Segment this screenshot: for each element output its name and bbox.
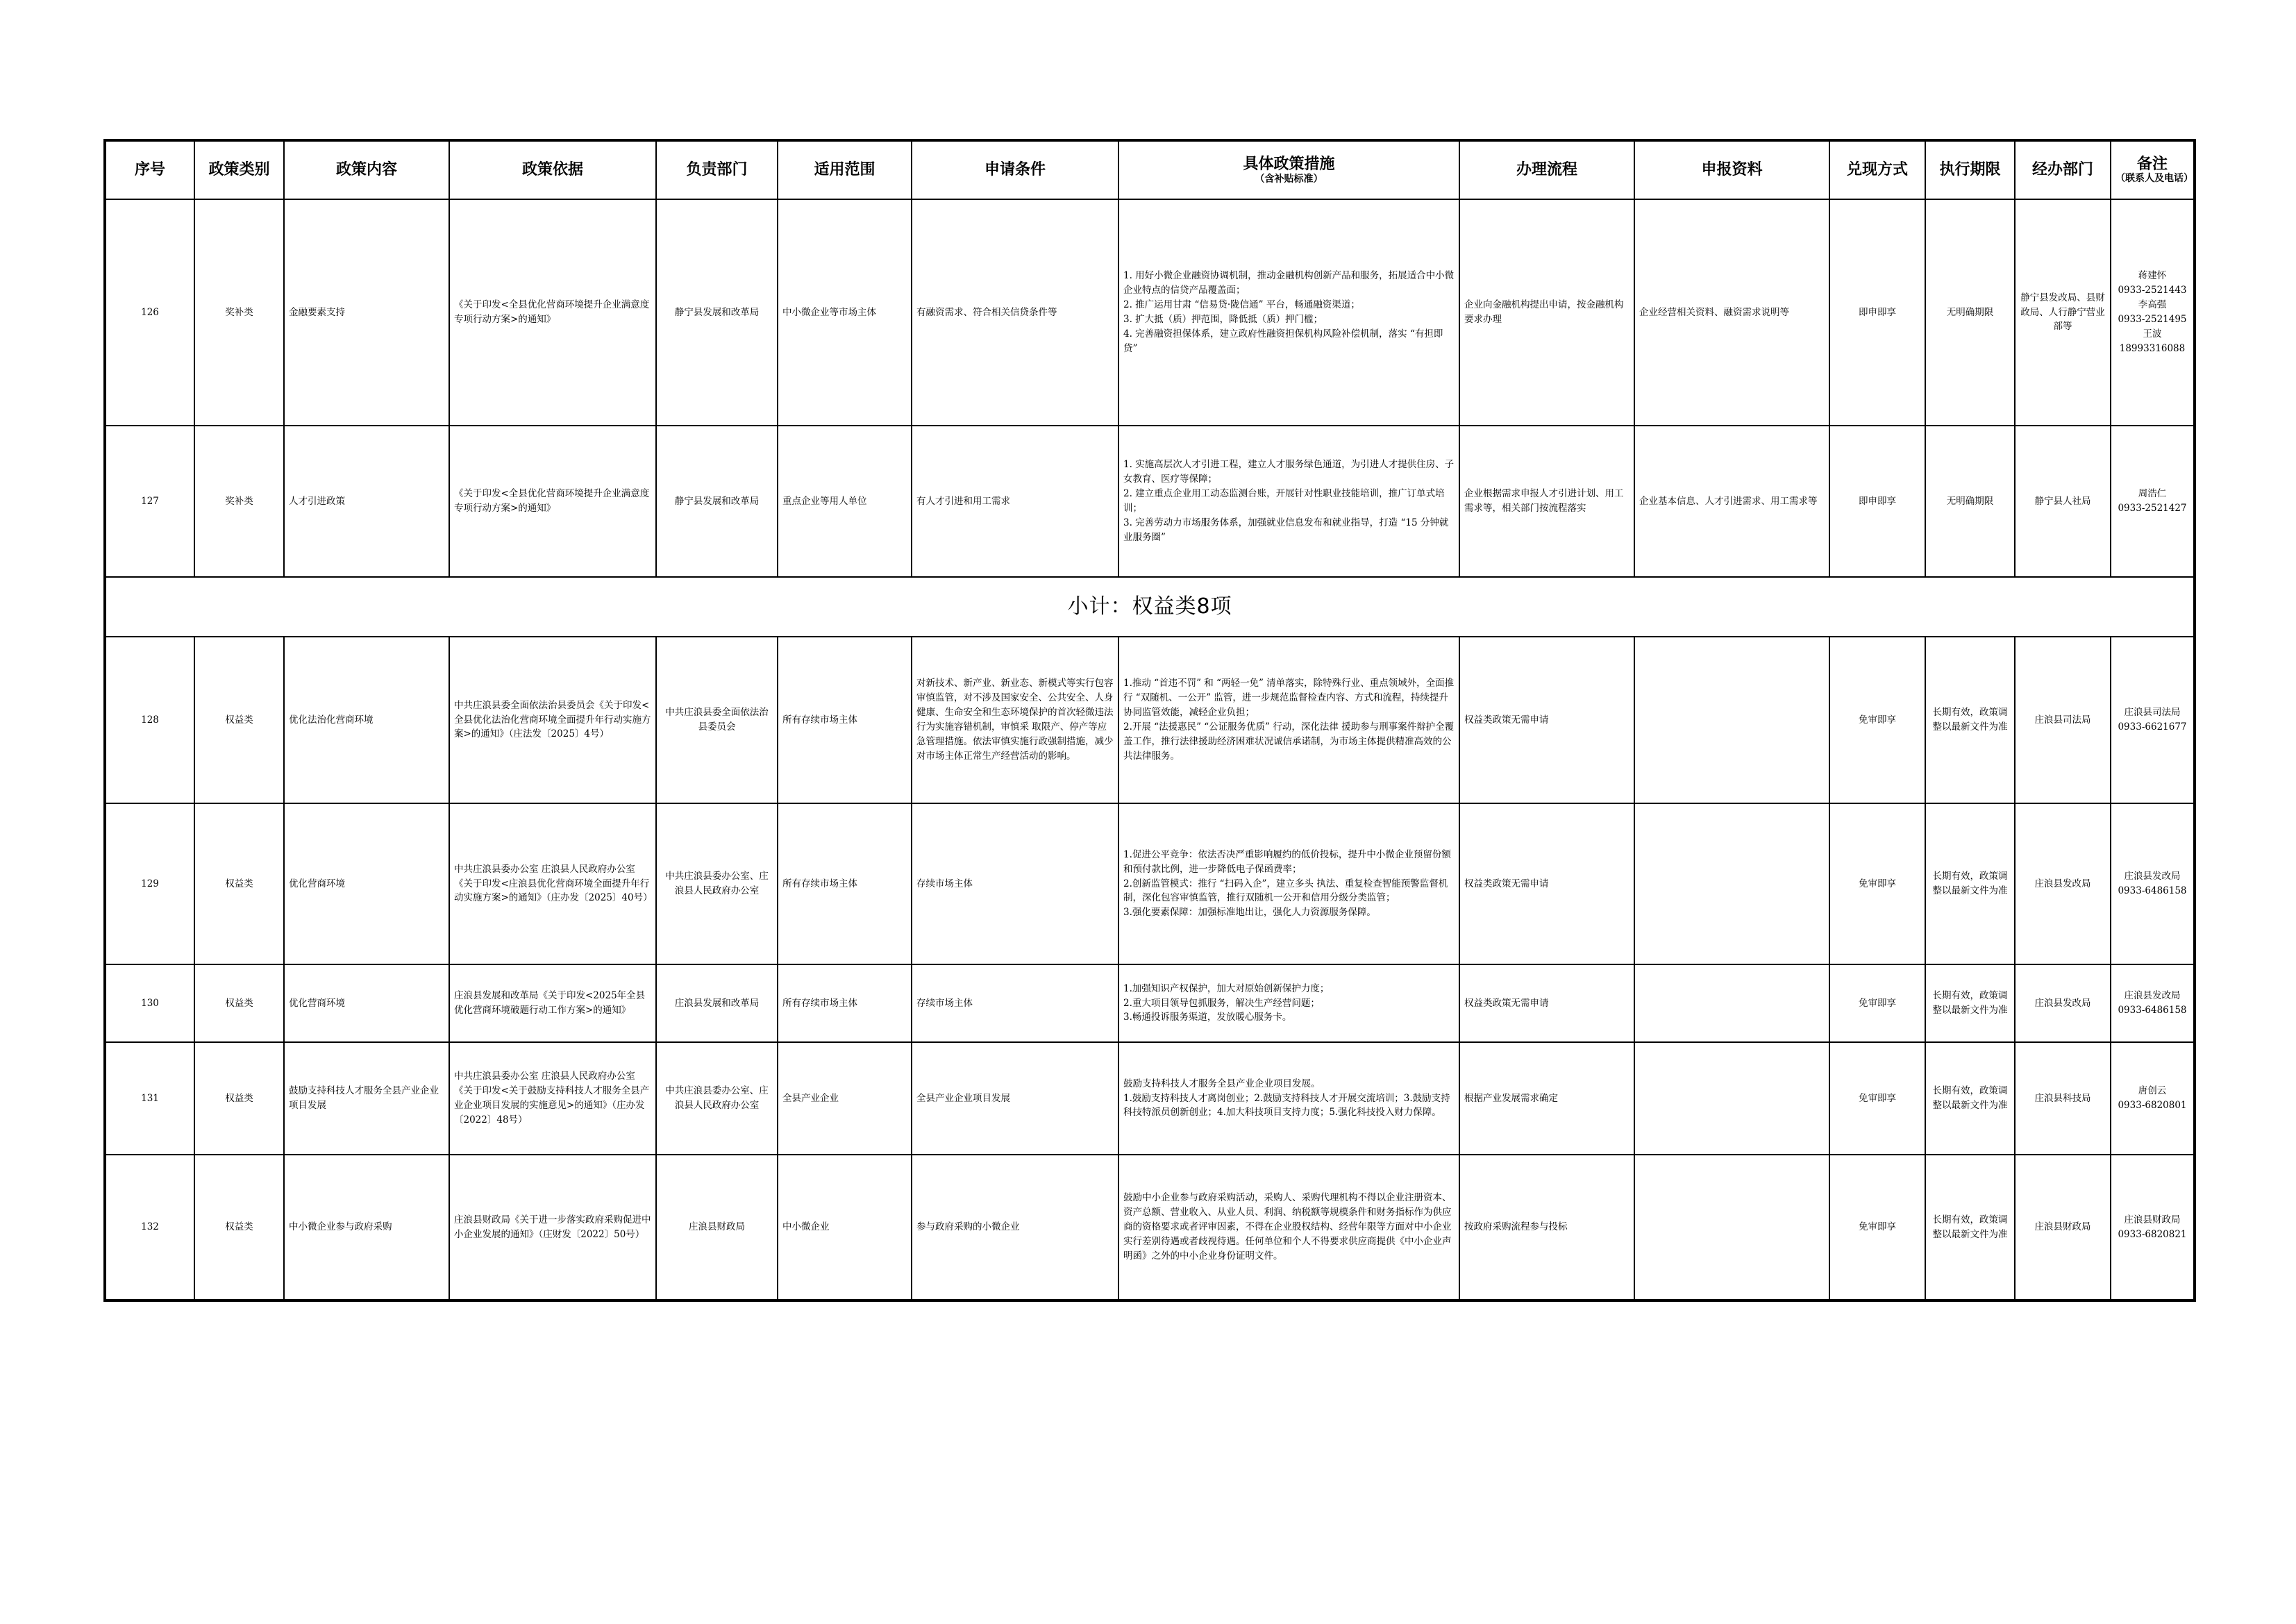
row-content: 优化营商环境 — [284, 964, 449, 1042]
row-conditions: 有人才引进和用工需求 — [912, 426, 1118, 577]
row-scope: 所有存续市场主体 — [778, 964, 912, 1042]
header-content: 政策内容 — [284, 140, 449, 199]
row-conditions: 存续市场主体 — [912, 964, 1118, 1042]
row-category: 权益类 — [194, 803, 284, 964]
row-remarks: 周浩仁 0933-2521427 — [2111, 426, 2195, 577]
row-measures: 鼓励支持科技人才服务全县产业企业项目发展。 1.鼓励支持科技人才离岗创业；2.鼓励支持科技人才开展交流培训；3.鼓励支持科技特派员创新创业；4.加大科技项目支持力度；5.强化科技投入财力保障。 — [1118, 1042, 1459, 1155]
row-content: 人才引进政策 — [284, 426, 449, 577]
row-measures: 1.加强知识产权保护，加大对原始创新保护力度； 2.重大项目领导包抓服务，解决生产经营问题； 3.畅通投诉服务渠道，发放暖心服务卡。 — [1118, 964, 1459, 1042]
row-category: 权益类 — [194, 1042, 284, 1155]
row-scope: 所有存续市场主体 — [778, 803, 912, 964]
row-remarks: 庄浪县发改局 0933-6486158 — [2111, 803, 2195, 964]
row-handler: 静宁县发改局、县财政局、人行静宁营业部等 — [2015, 199, 2111, 426]
row-process: 根据产业发展需求确定 — [1459, 1042, 1634, 1155]
row-dept: 中共庄浪县委全面依法治县委员会 — [656, 637, 778, 803]
row-scope: 中小微企业 — [778, 1155, 912, 1300]
row-scope: 所有存续市场主体 — [778, 637, 912, 803]
row-scope: 中小微企业等市场主体 — [778, 199, 912, 426]
row-dept: 静宁县发展和改革局 — [656, 199, 778, 426]
row-basis: 《关于印发<全县优化营商环境提升企业满意度专项行动方案>的通知》 — [449, 426, 656, 577]
header-category: 政策类别 — [194, 140, 284, 199]
row-category: 权益类 — [194, 1155, 284, 1300]
row-period: 长期有效，政策调整以最新文件为准 — [1925, 637, 2015, 803]
table-row — [105, 426, 2195, 577]
row-method: 免审即享 — [1829, 803, 1925, 964]
row-remarks: 唐创云 0933-6820801 — [2111, 1042, 2195, 1155]
row-handler: 静宁县人社局 — [2015, 426, 2111, 577]
row-materials: 企业经营相关资料、融资需求说明等 — [1634, 199, 1829, 426]
row-period: 长期有效，政策调整以最新文件为准 — [1925, 1042, 2015, 1155]
table-row — [105, 637, 2195, 803]
row-handler: 庄浪县司法局 — [2015, 637, 2111, 803]
row-dept: 静宁县发展和改革局 — [656, 426, 778, 577]
row-period: 长期有效，政策调整以最新文件为准 — [1925, 964, 2015, 1042]
table-row — [105, 964, 2195, 1042]
row-basis: 中共庄浪县委全面依法治县委员会《关于印发<全县优化法治化营商环境全面提升年行动实施方案>的通知》（庄法发〔2025〕4号） — [449, 637, 656, 803]
row-conditions: 有融资需求、符合相关信贷条件等 — [912, 199, 1118, 426]
header-scope: 适用范围 — [778, 140, 912, 199]
row-basis: 庄浪县财政局《关于进一步落实政府采购促进中小企业发展的通知》（庄财发〔2022〕50号） — [449, 1155, 656, 1300]
header-conditions: 申请条件 — [912, 140, 1118, 199]
row-measures: 1. 实施高层次人才引进工程，建立人才服务绿色通道，为引进人才提供住房、子女教育、医疗等保障； 2. 建立重点企业用工动态监测台账，开展针对性职业技能培训，推广订单式培训； 3. 完善劳动力市场服务体系，加强就业信息发布和就业指导，打造 “15 分钟就业服务圈” — [1118, 426, 1459, 577]
header-handler: 经办部门 — [2015, 140, 2111, 199]
table-row — [105, 803, 2195, 964]
row-dept: 庄浪县发展和改革局 — [656, 964, 778, 1042]
row-seq: 129 — [105, 803, 194, 964]
table-row — [105, 199, 2195, 426]
row-category: 奖补类 — [194, 426, 284, 577]
header-measures-title: 具体政策措施 — [1243, 156, 1335, 174]
row-process: 企业根据需求申报人才引进计划、用工需求等，相关部门按流程落实 — [1459, 426, 1634, 577]
header-basis: 政策依据 — [449, 140, 656, 199]
header-measures — [1118, 140, 1459, 199]
row-measures: 鼓励中小企业参与政府采购活动，采购人、采购代理机构不得以企业注册资本、资产总额、营业收入、从业人员、利润、纳税额等规模条件和财务指标作为供应商的资格要求或者评审因素，不得在企业股权结构、经营年限等方面对中小企业实行差别待遇或者歧视待遇。任何单位和个人不得要求供应商提供《中小企业声明函》之外的中小企业身份证明文件。 — [1118, 1155, 1459, 1300]
row-seq: 126 — [105, 199, 194, 426]
row-category: 权益类 — [194, 964, 284, 1042]
header-measures-subtitle: （含补贴标准） — [1255, 173, 1323, 185]
row-remarks: 庄浪县发改局 0933-6486158 — [2111, 964, 2195, 1042]
subtotal-row — [105, 577, 2195, 637]
row-measures: 1. 用好小微企业融资协调机制，推动金融机构创新产品和服务，拓展适合中小微企业特点的信贷产品覆盖面； 2. 推广运用甘肃 “信易贷·陇信通” 平台，畅通融资渠道； 3. 扩大抵（质）押范围，降低抵（质）押门槛； 4. 完善融资担保体系，建立政府性融资担保机构风险补偿机制，落实 “有担即贷” — [1118, 199, 1459, 426]
table-row — [105, 1042, 2195, 1155]
row-materials: 企业基本信息、人才引进需求、用工需求等 — [1634, 426, 1829, 577]
row-conditions: 存续市场主体 — [912, 803, 1118, 964]
row-content: 中小微企业参与政府采购 — [284, 1155, 449, 1300]
row-materials — [1634, 803, 1829, 964]
row-handler: 庄浪县发改局 — [2015, 964, 2111, 1042]
row-period: 无明确期限 — [1925, 199, 2015, 426]
header-period: 执行期限 — [1925, 140, 2015, 199]
row-measures: 1.推动 “首违不罚” 和 “两轻一免” 清单落实，除特殊行业、重点领域外，全面推行 “双随机、一公开” 监管，进一步规范监督检查内容、方式和流程，持续提升协同监管效能，减轻企业负担； 2.开展 “法援惠民” “公证服务优质” 行动，深化法律 援助参与刑事案件辩护全覆盖工作，推行法律援助经济困难状况诚信承诺制，为市场主体提供精准高效的公共法律服务。 — [1118, 637, 1459, 803]
row-method: 免审即享 — [1829, 1042, 1925, 1155]
row-seq: 127 — [105, 426, 194, 577]
header-remarks-subtitle: （联系人及电话） — [2115, 173, 2193, 185]
row-dept: 庄浪县财政局 — [656, 1155, 778, 1300]
table-row — [105, 1155, 2195, 1300]
row-content: 鼓励支持科技人才服务全县产业企业项目发展 — [284, 1042, 449, 1155]
row-content: 优化法治化营商环境 — [284, 637, 449, 803]
policy-table-sheet — [103, 139, 2193, 1302]
policy-table — [103, 139, 2196, 1302]
row-conditions: 全县产业企业项目发展 — [912, 1042, 1118, 1155]
row-seq: 132 — [105, 1155, 194, 1300]
row-method: 免审即享 — [1829, 964, 1925, 1042]
row-basis: 中共庄浪县委办公室 庄浪县人民政府办公室《关于印发<庄浪县优化营商环境全面提升年行动实施方案>的通知》（庄办发〔2025〕40号） — [449, 803, 656, 964]
header-dept: 负责部门 — [656, 140, 778, 199]
header-materials: 申报资料 — [1634, 140, 1829, 199]
row-measures: 1.促进公平竞争：依法否决严重影响履约的低价投标，提升中小微企业预留份额和预付款比例，进一步降低电子保函费率； 2.创新监管模式：推行 “扫码入企”，建立多头 执法、重复检查智能预警监督机制，深化包容审慎监管，推行双随机一公开和信用分级分类监管； 3.强化要素保障：加强标准地出让，强化人力资源服务保障。 — [1118, 803, 1459, 964]
row-content: 优化营商环境 — [284, 803, 449, 964]
row-remarks: 蒋建怀 0933-2521443 李高强 0933-2521495 王波 18993316088 — [2111, 199, 2195, 426]
row-period: 长期有效，政策调整以最新文件为准 — [1925, 1155, 2015, 1300]
table-body — [105, 199, 2195, 1300]
row-dept: 中共庄浪县委办公室、庄浪县人民政府办公室 — [656, 803, 778, 964]
row-process: 按政府采购流程参与投标 — [1459, 1155, 1634, 1300]
header-process: 办理流程 — [1459, 140, 1634, 199]
row-handler: 庄浪县财政局 — [2015, 1155, 2111, 1300]
row-scope: 重点企业等用人单位 — [778, 426, 912, 577]
row-materials — [1634, 964, 1829, 1042]
row-category: 权益类 — [194, 637, 284, 803]
row-period: 无明确期限 — [1925, 426, 2015, 577]
row-content: 金融要素支持 — [284, 199, 449, 426]
row-method: 免审即享 — [1829, 637, 1925, 803]
row-basis: 《关于印发<全县优化营商环境提升企业满意度专项行动方案>的通知》 — [449, 199, 656, 426]
row-materials — [1634, 1042, 1829, 1155]
row-remarks: 庄浪县司法局 0933-6621677 — [2111, 637, 2195, 803]
row-conditions: 对新技术、新产业、新业态、新模式等实行包容审慎监管，对不涉及国家安全、公共安全、人身健康、生命安全和生态环境保护的首次轻微违法行为实施容错机制，审慎采 取限产、停产等应急管理措施。依法审慎实施行政强制措施，减少对市场主体正常生产经营活动的影响。 — [912, 637, 1118, 803]
row-seq: 128 — [105, 637, 194, 803]
row-process: 权益类政策无需申请 — [1459, 964, 1634, 1042]
row-dept: 中共庄浪县委办公室、庄浪县人民政府办公室 — [656, 1042, 778, 1155]
row-process: 权益类政策无需申请 — [1459, 637, 1634, 803]
header-remarks — [2111, 140, 2195, 199]
row-category: 奖补类 — [194, 199, 284, 426]
row-remarks: 庄浪县财政局 0933-6820821 — [2111, 1155, 2195, 1300]
row-seq: 131 — [105, 1042, 194, 1155]
row-handler: 庄浪县发改局 — [2015, 803, 2111, 964]
row-scope: 全县产业企业 — [778, 1042, 912, 1155]
row-materials — [1634, 1155, 1829, 1300]
row-process: 权益类政策无需申请 — [1459, 803, 1634, 964]
row-conditions: 参与政府采购的小微企业 — [912, 1155, 1118, 1300]
row-materials — [1634, 637, 1829, 803]
header-remarks-title: 备注 — [2136, 155, 2168, 173]
row-method: 即申即享 — [1829, 426, 1925, 577]
row-basis: 中共庄浪县委办公室 庄浪县人民政府办公室《关于印发<关于鼓励支持科技人才服务全县产业企业项目发展的实施意见>的通知》（庄办发〔2022〕48号） — [449, 1042, 656, 1155]
row-method: 即申即享 — [1829, 199, 1925, 426]
row-handler: 庄浪县科技局 — [2015, 1042, 2111, 1155]
row-method: 免审即享 — [1829, 1155, 1925, 1300]
row-seq: 130 — [105, 964, 194, 1042]
header-method: 兑现方式 — [1829, 140, 1925, 199]
subtotal-label: 小计：权益类8项 — [105, 577, 2195, 637]
row-process: 企业向金融机构提出申请，按金融机构要求办理 — [1459, 199, 1634, 426]
row-period: 长期有效，政策调整以最新文件为准 — [1925, 803, 2015, 964]
header-row — [105, 140, 2195, 199]
row-basis: 庄浪县发展和改革局《关于印发<2025年全县优化营商环境破题行动工作方案>的通知》 — [449, 964, 656, 1042]
header-seq: 序号 — [105, 140, 194, 199]
